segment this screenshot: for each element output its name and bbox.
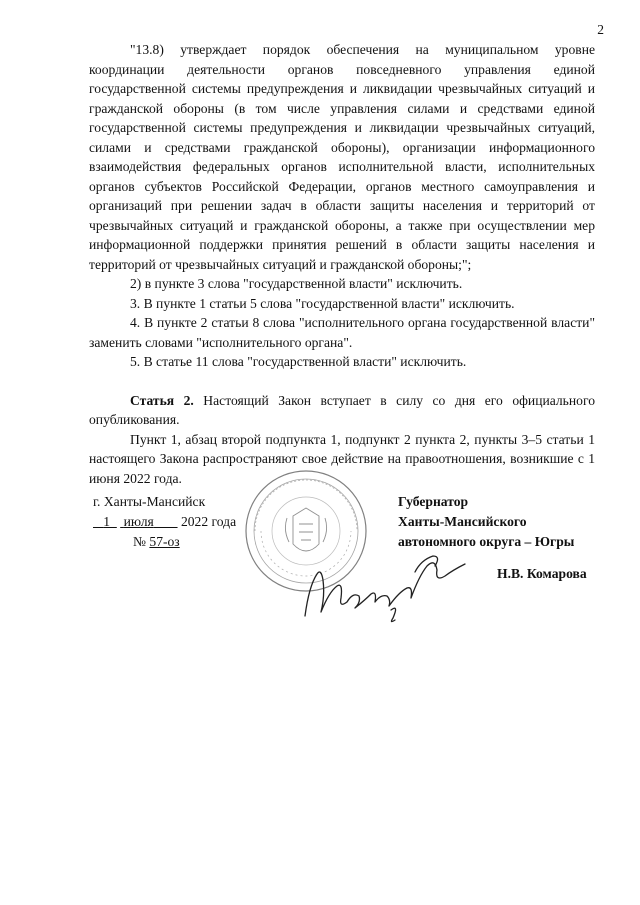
article-2-text: Настоящий Закон вступает в силу со дня его официального опубликования. [89, 392, 595, 427]
effective-date-paragraph: Пункт 1, абзац второй подпункта 1, подпункт 2 пункта 2, пункты 3–5 статьи 1 настоящего Закона распространяют свое действие на правоотношения, возникшие с 1 июня 2022 года. [89, 431, 595, 486]
date-year: 2022 года [180, 514, 237, 529]
article-2-paragraph [89, 391, 595, 430]
article-2-label: Статья 2. [130, 392, 194, 408]
handwritten-signature-icon [295, 546, 485, 624]
paragraph-item-4: 4. В пункте 2 статьи 8 слова "исполнительного органа государственной власти" заменить словами "исполнительного органа". [89, 315, 595, 350]
law-number: № 57-оз [133, 534, 180, 549]
signing-date [93, 512, 236, 532]
date-day: 1 [103, 514, 110, 529]
governor-title: Губернатор Ханты-Мансийского автономного округа – Югры [398, 494, 575, 549]
law-number-value: 57-оз [149, 534, 180, 549]
date-month: июля [123, 514, 154, 529]
document-body [89, 40, 595, 488]
page-number: 2 [597, 22, 604, 37]
paragraph-13-8: "13.8) утверждает порядок обеспечения на муниципальном уровне координации деятельности органов повседневного управления единой государственной системы предупреждения и ликвидации чрезвычайных ситуаций и гражданской обороны (в том числе управления силами и средствами единой государственной системы предупреждения и ликвидации чрезвычайных ситуаций, силами и средствами гражданской обороны), организации информационного взаимодействия федеральных органов исполнительной власти, исполнительных органов субъектов Российской Федерации, органов местного самоуправления и организаций при решении задач в области защиты населения и территорий от чрезвычайных ситуаций и гражданской обороны, а также при осуществлении мер информационной поддержки принятия решений в области защиты населения и территорий от чрезвычайных ситуаций и гражданской обороны;"; [89, 42, 595, 272]
signer-name: Н.В. Комарова [497, 566, 587, 581]
paragraph-item-2: 2) в пункте 3 слова "государственной власти" исключить. [130, 276, 463, 291]
paragraph-item-3: 3. В пункте 1 статьи 5 слова "государственной власти" исключить. [130, 295, 515, 311]
paragraph-item-5: 5. В статье 11 слова "государственной власти" исключить. [130, 354, 467, 369]
place-of-signing: г. Ханты-Мансийск [93, 494, 206, 509]
